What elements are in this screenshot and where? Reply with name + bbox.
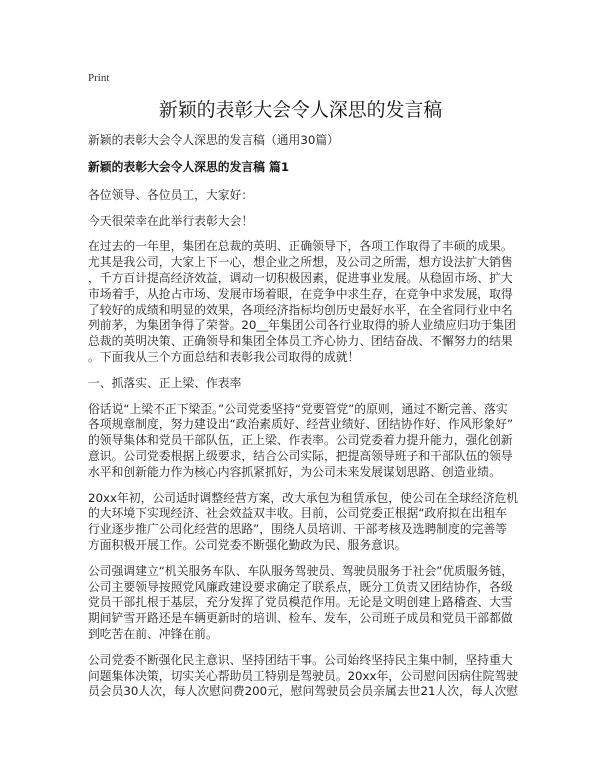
subsection-heading: [88, 376, 513, 392]
paragraph-line: 列前茅，为集团争得了荣誉。20__年集团公司各行业取得的骄人业绩应归功于集团: [88, 318, 516, 333]
paragraph-line: 期间铲雪开路还是车辆更新时的培训、检车、发车，公司班子成员和党员干部都做: [88, 611, 513, 626]
body-paragraph-3: [88, 490, 519, 554]
page-title: 新颖的表彰大会令人深思的发言稿: [158, 99, 443, 121]
paragraph-line: 各项规章制度，努力建设出“政治素质好、经营业绩好、团结协作好、作风形象好”: [88, 417, 514, 432]
body-paragraph-1: [88, 239, 516, 365]
paragraph-line: 行业逐步推广公司化经营的思路”，围绕人员培训、干部考核及选聘制度的完善等: [88, 522, 508, 537]
body-paragraph-5: [88, 652, 519, 700]
paragraph-line: 问题集体决策，切实关心帮助员工特别是驾驶员。20xx年，公司慰问因病住院驾驶: [88, 668, 519, 683]
paragraph-line: 的大环境下实现经济、社会效益双丰收。目前，公司党委正根据“政府拟在出租车: [88, 506, 508, 521]
document-subtitle: 新颖的表彰大会令人深思的发言稿（通用30篇）: [88, 133, 339, 147]
paragraph-line: 公司强调建立“机关服务车队、车队服务驾驶员、驾驶员服务于社会”优质服务链，: [88, 563, 514, 578]
paragraph-line: 俗话说“上梁不正下梁歪。”公司党委坚持“党要管党”的原则，通过不断完善、落实: [88, 401, 508, 416]
paragraph-line: 方面积极开展工作。公司党委不断强化勤政为民、服务意识。: [88, 538, 407, 553]
paragraph-line: 水平和创新能力作为核心内容抓紧抓好，为公司未来发展谋划思路、创造业绩。: [88, 464, 501, 479]
greeting-paragraph: [88, 188, 513, 204]
paragraph-line: 意识。公司党委根据上级要求，结合公司实际，把提高领导班子和干部队伍的领导: [88, 449, 513, 464]
paragraph-line: 20xx年初，公司适时调整经营方案，改大承包为租赁承包，使公司在全球经济危机: [88, 490, 519, 505]
opening-paragraph: [88, 214, 513, 230]
paragraph-line: 。下面我从三个方面总结和表彰我公司取得的成就！: [88, 350, 360, 365]
body-paragraph-2: [88, 402, 513, 481]
paragraph-line: 公司党委不断强化民主意识、坚持团结干事。公司始终坚持民主集中制，坚持重大: [88, 652, 513, 667]
section-heading: 新颖的表彰大会令人深思的发言稿 篇1: [88, 159, 290, 174]
paragraph-line: 员会员30人次，每人次慰问费200元，慰问驾驶员会员亲属去世21人次，每人次慰: [88, 684, 519, 699]
body-paragraph-4: [88, 564, 513, 643]
paragraph-line: 到吃苦在前、冲锋在前。: [88, 627, 218, 642]
print-label: Print: [88, 72, 110, 84]
paragraph-line: 尤其是我公司，大家上下一心，想企业之所想，及公司之所需，想方设法扩大销售: [88, 255, 513, 270]
paragraph-line: 市场着手，从抢占市场、发展市场着眼，在竞争中求生存，在竞争中求发展，取得: [88, 286, 513, 301]
subsection-heading-text: 一、抓落实、正上梁、作表率: [88, 375, 242, 390]
paragraph-line: ，千方百计提高经济效益，调动一切积极因素，促进事业发展。从稳固市场、扩大: [88, 271, 513, 286]
opening-line: 今天很荣幸在此举行表彰大会！: [88, 213, 254, 228]
paragraph-line: 的领导集体和党员干部队伍，正上梁、作表率。公司党委着力提升能力，强化创新: [88, 433, 513, 448]
paragraph-line: 在过去的一年里，集团在总裁的英明、正确领导下，各项工作取得了丰硕的成果。: [88, 239, 513, 254]
paragraph-line: 党员干部扎根于基层，充分发挥了党员模范作用。无论是文明创建上路稽查、大雪: [88, 595, 513, 610]
paragraph-line: 公司主要领导按照党风廉政建设要求确定了联系点，既分工负责又团结协作，各级: [88, 579, 513, 594]
paragraph-line: 了较好的成绩和明显的效果，各项经济指标均创历史最好水平，在全省同行业中名: [88, 302, 513, 317]
document-page: [88, 0, 519, 700]
greeting-line: 各位领导、各位员工，大家好：: [88, 187, 254, 202]
paragraph-line: 总裁的英明决策、正确领导和集团全体员工齐心协力、团结奋战、不懈努力的结果: [88, 334, 513, 349]
